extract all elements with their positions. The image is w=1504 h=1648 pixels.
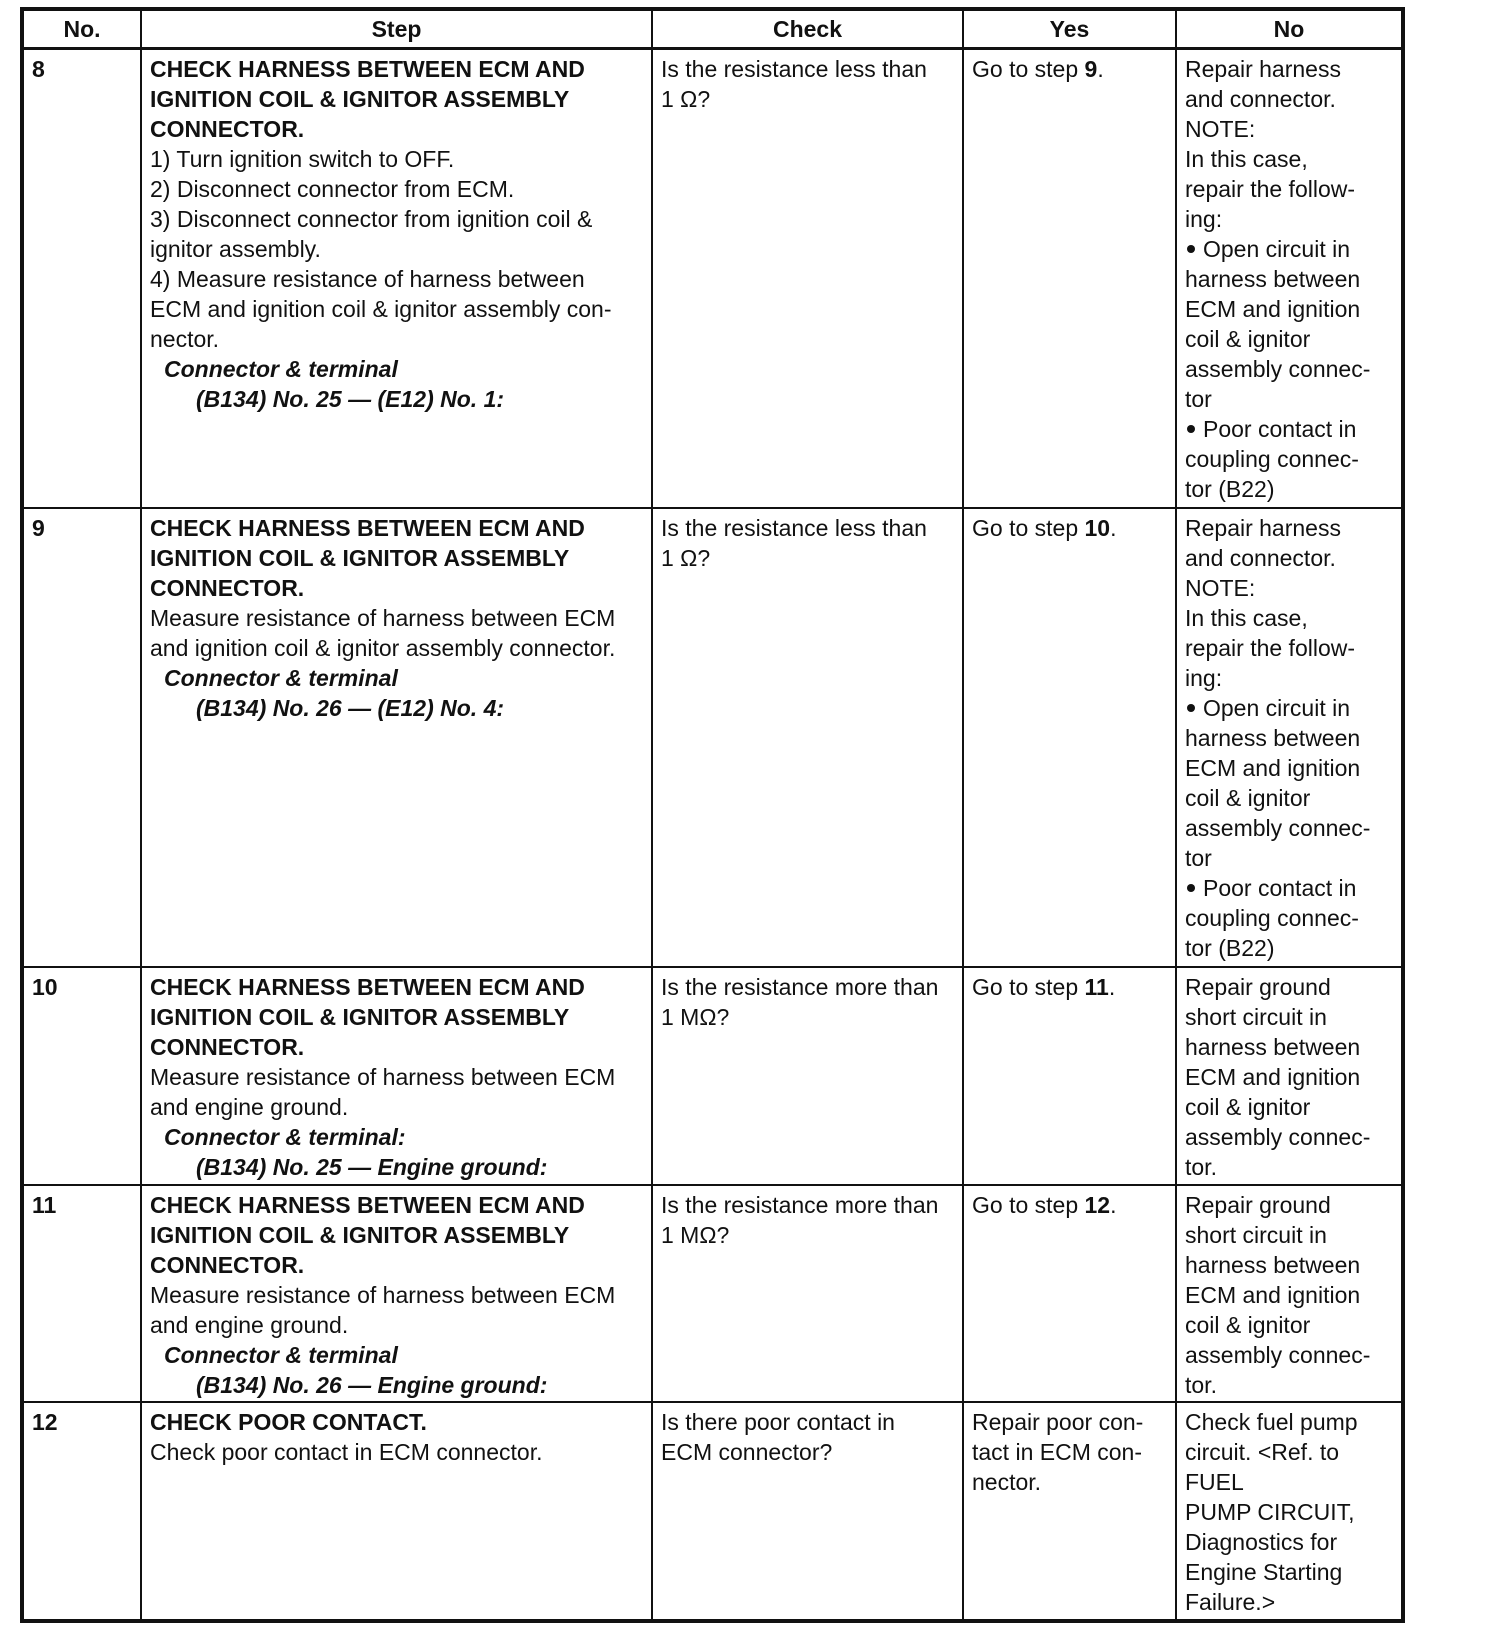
step-body-line: 4) Measure resistance of harness between [150,266,585,292]
no-bullet-line: tor [1185,386,1212,412]
no-cell [1176,508,1403,967]
check-line: Is the resistance more than [661,1191,939,1218]
step-title-line: CHECK HARNESS BETWEEN ECM AND [150,515,585,542]
no-bullet-line: tor [1185,845,1212,872]
no-cell [1176,967,1403,1185]
no-line: coil & ignitor [1185,1311,1311,1338]
step-title-line: IGNITION COIL & IGNITOR ASSEMBLY [150,86,570,112]
header-no-action: No [1176,9,1403,49]
check-line: ECM connector? [661,1439,833,1466]
no-line: Repair harness [1185,56,1341,82]
step-title-line: CONNECTOR. [150,116,305,142]
step-body-line: ECM and ignition coil & ignitor assembly con- [150,296,612,322]
check-line: Is the resistance more than [661,974,939,1001]
no-line: short circuit in [1185,1221,1327,1248]
step-cell [141,967,652,1185]
yes-step-number: 9 [1084,56,1098,82]
step-title-line: IGNITION COIL & IGNITOR ASSEMBLY [150,1221,570,1248]
yes-prefix: Go to step [972,56,1085,82]
no-cell [1176,1402,1403,1621]
yes-line: nector. [972,1469,1042,1496]
header-check: Check [652,9,963,49]
no-bullet-line: Poor contact in [1203,416,1357,442]
table-row [22,1185,1403,1403]
bullet-icon [1187,884,1195,892]
no-bullet-item [1185,414,1393,444]
table-row [22,49,1403,509]
step-title-line: IGNITION COIL & IGNITOR ASSEMBLY [150,545,570,572]
check-line: Is there poor contact in [661,1409,895,1436]
no-line: FUEL [1185,1469,1244,1496]
no-bullet-line: harness between [1185,725,1361,752]
no-bullet-line: tor (B22) [1185,476,1275,502]
no-bullet-line: Open circuit in [1203,236,1351,262]
table-header-row [22,9,1403,49]
bullet-icon [1187,245,1195,253]
yes-cell [963,49,1176,509]
no-bullet-line: coil & ignitor [1185,326,1311,352]
yes-step-number: 12 [1084,1191,1111,1218]
no-line: NOTE: [1185,116,1256,142]
step-body-line: Measure resistance of harness between ECM [150,605,616,632]
no-bullet-line: coupling connec- [1185,446,1359,472]
check-line: 1 Ω? [661,86,711,112]
yes-cell [963,1185,1176,1403]
step-title-line: IGNITION COIL & IGNITOR ASSEMBLY [150,1004,570,1031]
diagnostic-table [20,7,1405,1623]
no-bullet-line: ECM and ignition [1185,296,1361,322]
step-body-line: and ignition coil & ignitor assembly connector. [150,635,616,662]
no-bullet-item [1185,873,1393,903]
check-line: Is the resistance less than [661,515,927,542]
header-step: Step [141,9,652,49]
step-cell [141,508,652,967]
no-line: harness between [1185,1251,1361,1278]
no-line: PUMP CIRCUIT, [1185,1499,1355,1526]
yes-step-number: 10 [1084,515,1111,542]
check-cell [652,1402,963,1621]
check-line: 1 Ω? [661,545,711,572]
step-title-line: CHECK HARNESS BETWEEN ECM AND [150,974,585,1001]
step-body-line: 1) Turn ignition switch to OFF. [150,146,455,172]
check-cell [652,508,963,967]
no-line: Failure.> [1185,1589,1276,1616]
step-number: 12 [22,1402,141,1621]
no-line: Engine Starting [1185,1559,1343,1586]
step-body-line: Measure resistance of harness between ECM [150,1064,616,1091]
no-line: tor. [1185,1154,1217,1181]
header-no: No. [22,9,141,49]
header-yes: Yes [963,9,1176,49]
yes-prefix: Go to step [972,1191,1085,1218]
no-line: and connector. [1185,545,1336,572]
no-bullet-item [1185,693,1393,723]
no-line: Repair ground [1185,1191,1331,1218]
step-cell [141,49,652,509]
step-body-line: ignitor assembly. [150,236,321,262]
yes-suffix: . [1097,56,1104,82]
step-title-line: CONNECTOR. [150,1034,305,1061]
step-title-line: CONNECTOR. [150,575,305,602]
check-cell [652,967,963,1185]
no-bullet-line: coupling connec- [1185,905,1359,932]
no-bullet-line: Poor contact in [1203,875,1357,902]
step-title-line: CHECK HARNESS BETWEEN ECM AND [150,1191,585,1218]
step-cell [141,1185,652,1403]
yes-suffix: . [1108,974,1116,1001]
no-line: and connector. [1185,86,1336,112]
no-line: NOTE: [1185,575,1256,602]
step-body-line: nector. [150,326,220,352]
no-bullet-line: assembly connec- [1185,815,1371,842]
no-line: ing: [1185,665,1223,692]
no-cell [1176,49,1403,509]
no-line: circuit. <Ref. to [1185,1439,1340,1466]
no-bullet-item [1185,234,1393,264]
yes-suffix: . [1110,515,1117,542]
step-title-line: CHECK POOR CONTACT. [150,1409,427,1436]
table-row [22,967,1403,1185]
yes-suffix: . [1110,1191,1117,1218]
no-line: tor. [1185,1371,1217,1398]
yes-prefix: Go to step [972,974,1085,1001]
step-body-line: Measure resistance of harness between ECM [150,1281,616,1308]
table-row [22,508,1403,967]
no-line: Check fuel pump [1185,1409,1358,1436]
step-number: 9 [22,508,141,967]
step-body-line: Check poor contact in ECM connector. [150,1439,543,1466]
no-bullet-line: coil & ignitor [1185,785,1311,812]
check-cell [652,1185,963,1403]
no-line: In this case, [1185,146,1308,172]
no-line: ECM and ignition [1185,1281,1361,1308]
step-body-line: and engine ground. [150,1311,349,1338]
no-line: assembly connec- [1185,1341,1371,1368]
check-cell [652,49,963,509]
step-body-line: 2) Disconnect connector from ECM. [150,176,515,202]
check-line: 1 MΩ? [661,1004,730,1031]
check-line: Is the resistance less than [661,56,927,82]
diagnostic-procedure-sheet [20,7,1401,1623]
no-bullet-line: tor (B22) [1185,935,1275,962]
step-number: 10 [22,967,141,1185]
no-cell [1176,1185,1403,1403]
no-line: harness between [1185,1034,1361,1061]
terminal-spec: (B134) No. 26 — Engine ground: [196,1371,548,1398]
terminal-spec: (B134) No. 25 — (E12) No. 1: [196,386,505,412]
table-row [22,1402,1403,1621]
no-line: In this case, [1185,605,1308,632]
no-line: ECM and ignition [1185,1064,1361,1091]
no-line: repair the follow- [1185,635,1356,662]
bullet-icon [1187,425,1195,433]
step-cell [141,1402,652,1621]
yes-line: tact in ECM con- [972,1439,1142,1466]
no-line: coil & ignitor [1185,1094,1311,1121]
yes-cell [963,967,1176,1185]
no-line: short circuit in [1185,1004,1327,1031]
step-body-line: 3) Disconnect connector from ignition coil & [150,206,593,232]
no-bullet-line: assembly connec- [1185,356,1371,382]
no-bullet-line: Open circuit in [1203,695,1351,722]
no-line: Diagnostics for [1185,1529,1338,1556]
connector-label: Connector & terminal [164,665,398,692]
step-title-line: CHECK HARNESS BETWEEN ECM AND [150,56,585,82]
no-line: repair the follow- [1185,176,1356,202]
no-line: assembly connec- [1185,1124,1371,1151]
bullet-icon [1187,704,1195,712]
no-line: Repair harness [1185,515,1341,542]
no-line: ing: [1185,206,1223,232]
yes-cell [963,1402,1176,1621]
yes-cell [963,508,1176,967]
step-number: 8 [22,49,141,509]
connector-label: Connector & terminal [164,1341,398,1368]
step-title-line: CONNECTOR. [150,1251,305,1278]
terminal-spec: (B134) No. 25 — Engine ground: [196,1154,548,1181]
yes-line: Repair poor con- [972,1409,1144,1436]
connector-label: Connector & terminal [164,356,398,382]
no-bullet-line: harness between [1185,266,1361,292]
check-line: 1 MΩ? [661,1221,730,1248]
step-body-line: and engine ground. [150,1094,349,1121]
yes-prefix: Go to step [972,515,1085,542]
no-bullet-line: ECM and ignition [1185,755,1361,782]
yes-step-number: 11 [1084,974,1109,1001]
connector-label: Connector & terminal: [164,1124,406,1151]
terminal-spec: (B134) No. 26 — (E12) No. 4: [196,695,505,722]
step-number: 11 [22,1185,141,1403]
no-line: Repair ground [1185,974,1331,1001]
